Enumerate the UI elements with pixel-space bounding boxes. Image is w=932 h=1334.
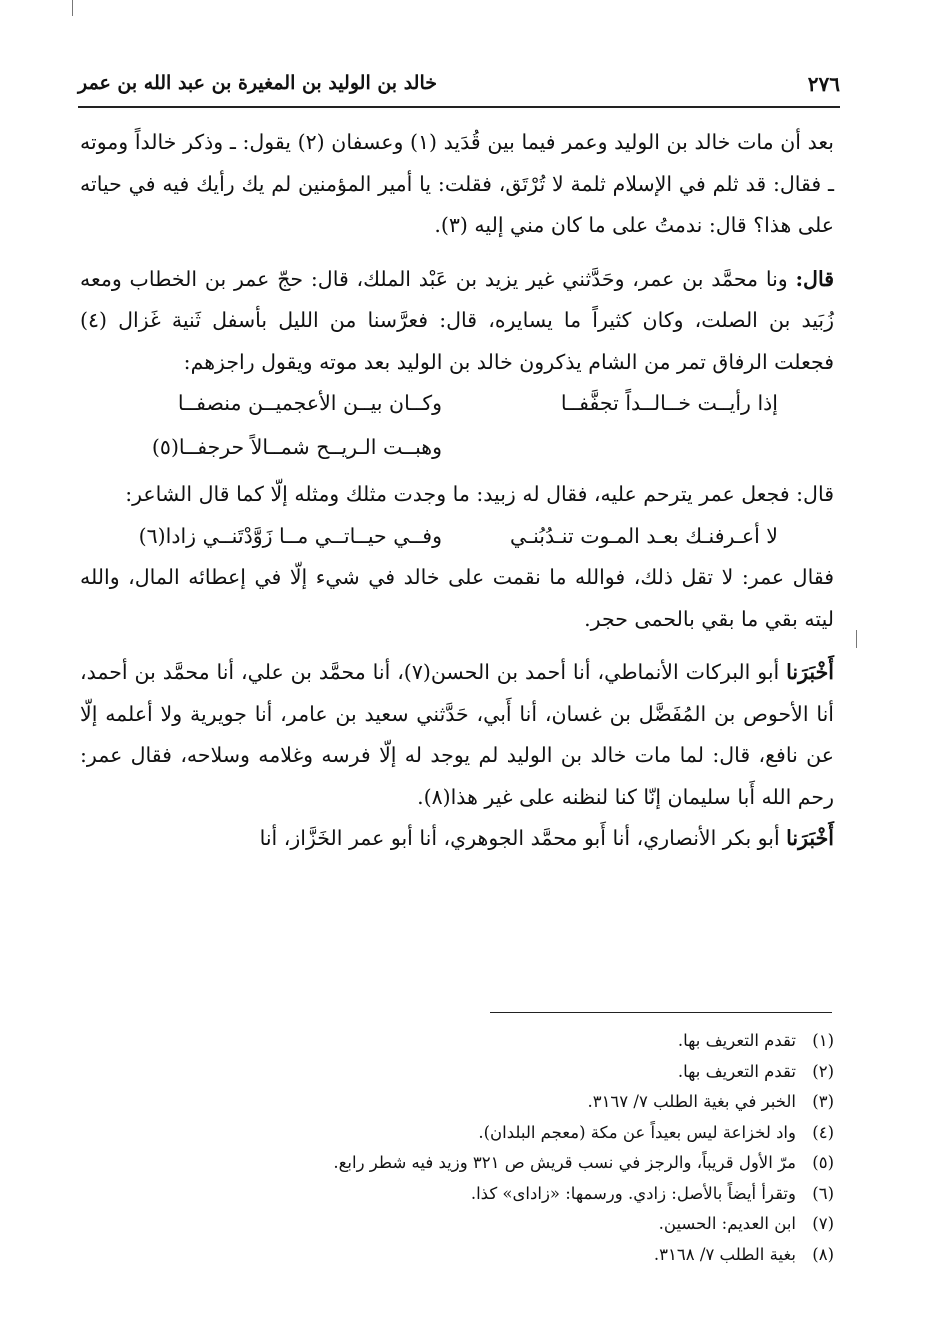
narration-label: أَخْبَرَنا: [786, 660, 834, 684]
verse-1-third-hemistich: وهبــت الـريــح شمــالاً حرجفــا(٥): [151, 434, 442, 459]
verse-1-second-hemistich: وكــان بيــن الأعجميــن منصفــا: [177, 391, 442, 415]
verse-1-first-hemistich: إذا رأيــت خــالــداً تجفَّفــا: [560, 391, 778, 415]
footnote: [80, 1057, 834, 1088]
paragraph-3: قال: فجعل عمر يترحم عليه، فقال له زبيد: ما وجدت مثلك ومثله إلّا كما قال الشاعر:: [125, 482, 834, 506]
verse-2-first-hemistich: لا أعـرفنـك بعـد المـوت تنـدُبُنـي: [510, 523, 778, 548]
page-header: [78, 70, 840, 108]
main-text: [80, 122, 834, 860]
footnote-text: ابن العديم: الحسين.: [658, 1214, 796, 1233]
paragraph-5-text: أبو البركات الأنماطي، أنا أحمد بن الحسن(٧)، أنا محمَّد بن علي، أنا محمَّد بن أحمد، أنا الأحوص بن المُفَضَّل بن غسان، أنا أَبي، حَدَّثني سعيد بن عامر، أنا جويرية ولا أعلمه إلّا عن نافع، قال: لما مات خالد بن الوليد لم يوجد له إلّا فرسه وغلامه وسلاحه، فقال عمر: رحم الله أَبا سليمان إنّا كنا لنظنه على غير هذا(٨).: [80, 660, 834, 809]
verse-1-line-2: [80, 427, 834, 469]
footnote-text: بغية الطلب ٧/ ٣١٦٨.: [653, 1244, 796, 1264]
footnote: [80, 1240, 834, 1271]
footnote-text: الخبر في بغية الطلب ٧/ ٣١٦٧.: [587, 1092, 796, 1111]
footnote-number: (٢): [812, 1061, 834, 1081]
paragraph-1: بعد أن مات خالد بن الوليد وعمر فيما بين قُدَيد (١) وعسفان (٢) يقول: ـ وذكر خالداً وموته ـ فقال: قد ثلم في الإسلام ثلمة لا تُرْتَق، فقلت: يا أمير المؤمنين لم يك رأيك فيه في حياته على هذا؟ قال: ندمتُ على ما كان مني إليه (٣).: [80, 130, 834, 237]
footnote: [80, 1179, 834, 1210]
footnote-number: (٦): [812, 1183, 834, 1203]
footnotes: [80, 1026, 834, 1270]
footnote-number: (٥): [812, 1153, 834, 1172]
running-title: خالد بن الوليد بن المغيرة بن عبد الله بن عمر: [78, 72, 437, 94]
footnote-number: (٤): [812, 1122, 834, 1142]
margin-rule: [72, 0, 73, 16]
footnote-number: (٧): [812, 1214, 834, 1233]
footnote-text: مرّ الأول قريباً، والرجز في نسب قريش ص ٣٢١ وزيد فيه شطر رابع.: [333, 1153, 796, 1172]
page-number: ٢٧٦: [807, 72, 840, 96]
footnote: [80, 1148, 834, 1179]
paragraph-2-text: ونا محمَّد بن عمر، وحَدَّثني غير يزيد بن عَبْد الملك، قال: حجّ عمر بن الخطاب ومعه زُبَيد بن الصلت، وكان كثيراً ما يسايره، قال: فعرَّسنا من الليل بأسفل ثَنية غَزال (٤) فجعلت الرفاق تمر من الشام يذكرون خالد بن الوليد بعد موته ويقول راجزهم:: [80, 266, 834, 374]
footnote-number: (٣): [812, 1092, 834, 1111]
paragraph-6: [80, 818, 834, 860]
footnote-text: تقدم التعريف بها.: [677, 1031, 796, 1050]
paragraph-5: [80, 652, 834, 818]
verse-2: [80, 516, 834, 558]
footnote-text: واد لخزاعة ليس بعيداً عن مكة (معجم البلدان).: [478, 1122, 796, 1142]
footnote: [80, 1026, 834, 1057]
narration-label: أَخْبَرَنا: [786, 826, 834, 850]
footnote-number: (٨): [812, 1244, 834, 1264]
margin-mark: [856, 630, 857, 648]
footnote: [80, 1209, 834, 1240]
verse-1-line-1: [80, 383, 834, 425]
narration-label: قال:: [795, 266, 834, 291]
footnote-text: تقدم التعريف بها.: [677, 1061, 796, 1081]
paragraph-2: [80, 259, 834, 384]
footnote-divider: [490, 1012, 832, 1013]
footnote: [80, 1118, 834, 1149]
verse-2-second-hemistich: وفــي حيــاتــي مــا زَوَّدْتَنــي زادا(٦): [138, 523, 442, 548]
footnote-number: (١): [812, 1031, 834, 1050]
paragraph-4: فقال عمر: لا تقل ذلك، فوالله ما نقمت على خالد في شيء إلّا في إعطائه المال، والله ليته بقي ما بقي بالحمى حجر.: [80, 565, 834, 631]
footnote-text: وتقرأ أيضاً بالأصل: زادي. ورسمها: «زاداى» كذا.: [470, 1183, 796, 1203]
footnote: [80, 1087, 834, 1118]
paragraph-6-text: أبو بكر الأنصاري، أنا أَبو محمَّد الجوهري، أنا أبو عمر الخَزَّاز، أنا: [259, 826, 787, 850]
